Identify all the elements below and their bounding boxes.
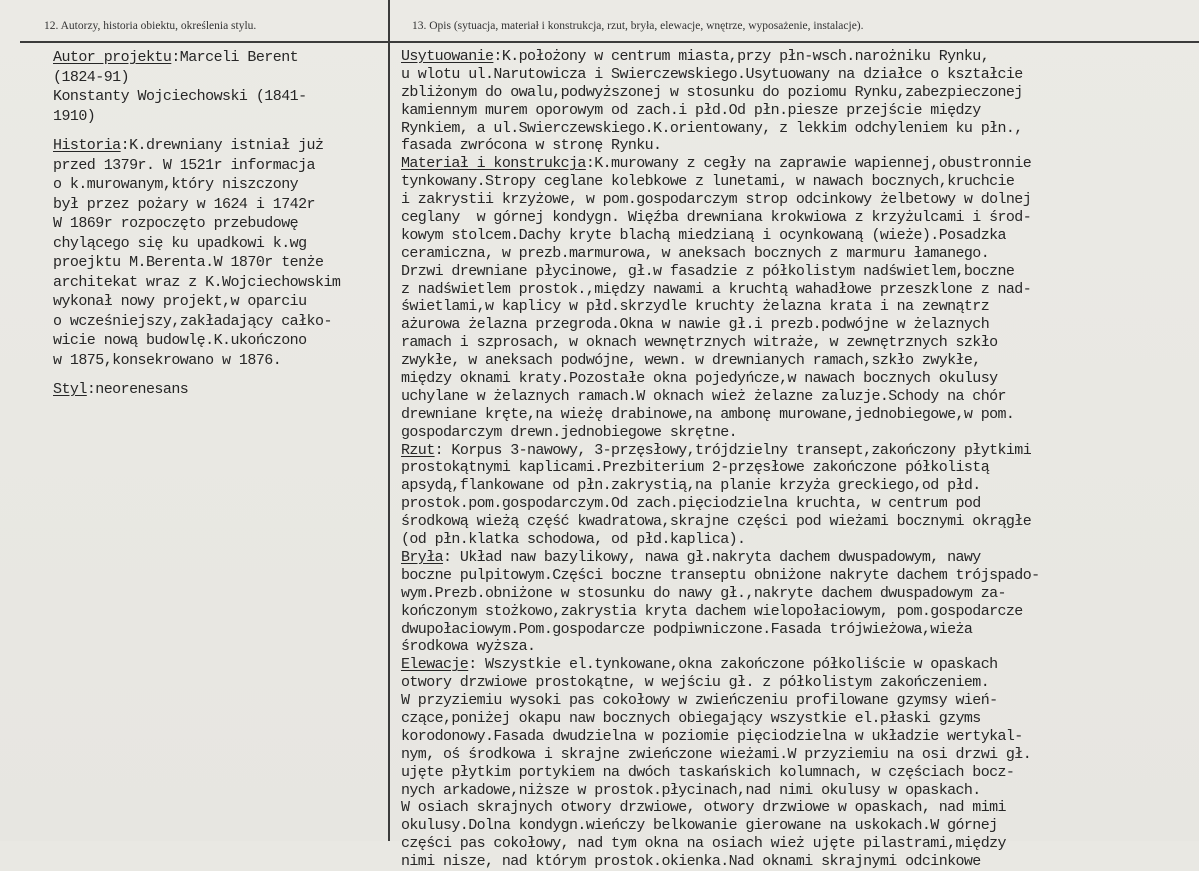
history-text-line: o k.murowanym,który niszczony (53, 176, 299, 193)
history-text-line: przed 1379r. W 1521r informacja (53, 156, 315, 174)
section-text-line: ramach i szprosach, w oknach wewnętrznych witraże, w zewnętrznych szkło (401, 334, 998, 352)
history-text-line: architekat wraz z K.Wojciechowskim (53, 273, 341, 291)
section-text-line: dwupołaciowym.Pom.gospodarcze podpiwniczone.Fasada trójwieżowa,wieża (401, 620, 973, 638)
section-text-line: nimi nisze, nad którym prostok.okienka.Nad oknami skrajnymi odcinkowe (401, 853, 981, 871)
author-label: Autor projektu (53, 49, 172, 66)
section-heading-line (401, 656, 1196, 674)
author-second: Konstanty Wojciechowski (1841- (53, 88, 307, 105)
history-label: Historia (53, 137, 121, 154)
section-text-line: gospodarczym drewn.jednobiegowe skrętne. (401, 423, 738, 441)
section-text-line: wym.Prezb.obniżone w stosunku do nawy gł.,nakryte dachem dwuspadowym za- (401, 584, 1006, 602)
section-text-line: świetlami,w kaplicy w płd.skrzydle kruchty żelazna krata i na zewnątrz (401, 298, 990, 316)
section-text-line: nych arkadowe,niższe w prostok.płycinach,nad nimi okulusy w opaskach. (401, 781, 981, 799)
history-text-line: W 1869r rozpoczęto przebudowę (53, 215, 299, 232)
spacer (53, 126, 388, 136)
section-text-line: ażurowa żelazna przegroda.Okna w nawie gł.i prezb.podwójne w żelaznych (401, 316, 990, 334)
author-second-dates: 1910) (53, 107, 96, 125)
section-text-line: u wlotu ul.Narutowicza i Swierczewskiego.Usytuowany na działce o kształcie (401, 65, 1023, 83)
section-heading-line (401, 155, 1196, 173)
history-text-line: wykonał nowy projekt,w oparciu (53, 293, 307, 310)
section-text-line: korodonowy.Fasada dwudzielna w poziomie pięciodzielna w układzie wertykal- (401, 727, 1023, 745)
history-line (53, 136, 388, 156)
spacer (53, 370, 388, 380)
section-text-line: nym, oś środkowa i skrajne zwieńczone wieżami.W przyziemiu na osi drzwi gł. (401, 745, 1032, 763)
author-value: :Marceli Berent (171, 49, 299, 66)
history-text-line: proejktu M.Berenta.W 1870r tenże (53, 254, 324, 271)
section-text-line: drewniane kręte,na wieżę drabinowe,na ambonę murowane,jednobiegowe,w pom. (401, 405, 1015, 423)
style-label: Styl (53, 381, 87, 398)
section-text-line: otwory drzwiowe prostokątne, w wejściu gł. z półkolistym zakończeniem. (401, 674, 990, 692)
history-text-line: o wcześniejszy,zakładający całko- (53, 312, 332, 330)
section-text-line: kamiennym murem oporowym od zach.i płd.Od płn.piesze przejście między (401, 101, 981, 119)
section-text-line: W osiach skrajnych otwory drzwiowe, otwory drzwiowe w opaskach, nad mimi (401, 799, 1006, 817)
section-heading-line (401, 549, 1196, 567)
section-text-line: okulusy.Dolna kondygn.wieńczy belkowanie gierowane na uskokach.W górnej (401, 817, 998, 835)
history-text (53, 156, 388, 371)
section-text: : Wszystkie el.tynkowane,okna zakończone półkoliście w opaskach (468, 656, 998, 674)
section-text-line: zwykłe, w aneksach podwójne, wewn. w drewnianych ramach,szkło zwykłe, (401, 352, 981, 370)
section-text-line: tynkowany.Stropy ceglane kolebkowe z lunetami, w nawach bocznych,kruchcie (401, 173, 1015, 191)
section-text-line: ceglany w górnej kondygn. Więźba drewniana krokwiowa z krzyżulcami i środ- (401, 209, 1032, 227)
section-text-line: między oknami kraty.Pozostałe okna pojedyńcze,w nawach bocznych okulusy (401, 370, 998, 388)
left-column (53, 48, 388, 400)
style-value: :neorenesans (86, 381, 189, 398)
section-label: Elewacje (401, 656, 469, 674)
section-text-line: W przyziemiu wysoki pas cokołowy w zwieńczeniu profilowane gzymsy wień- (401, 692, 998, 710)
history-text-line: wicie nową budowlę.K.ukończono (53, 332, 307, 349)
right-column-heading: 13. Opis (sytuacja, materiał i konstrukcja, rzut, bryła, elewacje, wnętrze, wyposażenie, instalacje). (412, 20, 864, 32)
section-text-line: części pas cokołowy, nad tym okna na osiach wież ujęte pilastrami,między (401, 835, 1006, 853)
section-text-line: uchylane w żelaznych ramach.W oknach wież żelazne zaluzje.Schody na chór (401, 387, 1006, 405)
section-text-line: ceramiczna, w prezb.marmurowa, w aneksach bocznych z marmuru łamanego. (401, 244, 990, 262)
style-line (53, 380, 388, 400)
section-label: Usytuowanie (401, 48, 494, 65)
section-text-line: fasada zwrócona w stronę Rynku. (401, 137, 662, 155)
section-text-line: prostokątnymi kaplicami.Prezbiterium 2-przęsłowe zakończone półkolistą (401, 459, 990, 477)
section-text-line: Rynkiem, a ul.Swierczewskiego.K.orientowany, z lekkim odchyleniem ku płn., (401, 119, 1023, 137)
section-text-line: czące,poniżej okapu naw bocznych obiegający wszystkie el.płaski gzyms (401, 709, 981, 727)
section-text-line: (od płn.klatka schodowa, od płd.kaplica). (401, 531, 746, 549)
history-text-line: w 1875,konsekrowano w 1876. (53, 351, 282, 369)
section-text: : Układ naw bazylikowy, nawa gł.nakryta dachem dwuspadowym, nawy (443, 548, 981, 566)
section-label: Materiał i konstrukcja (401, 155, 586, 173)
section-text-line: i zakrystii krzyżowe, w pom.gospodarczym strop odcinkowy żelbetowy w dolnej (401, 191, 1032, 209)
column-divider (388, 0, 390, 841)
section-text: :K.położony w centrum miasta,przy płn-wsch.narożniku Rynku, (493, 48, 990, 65)
left-column-heading: 12. Autorzy, historia obiektu, określenia stylu. (44, 20, 257, 32)
history-text-line: był przez pożary w 1624 i 1742r (53, 195, 315, 213)
section-text-line: boczne pulpitowym.Części boczne transeptu obniżone nakryte dachem trójspado- (401, 566, 1040, 584)
section-label: Bryła (401, 548, 444, 566)
author-line (53, 48, 388, 68)
section-text-line: apsydą,flankowane od płn.zakrystią,na planie krzyża greckiego,od płd. (401, 477, 981, 495)
section-text-line: środkowa wyższa. (401, 638, 536, 656)
header-divider (20, 41, 1199, 43)
section-text-line: Drzwi drewniane płycinowe, gł.w fasadzie z półkolistym nadświetlem,boczne (401, 262, 1015, 280)
section-label: Rzut (401, 441, 435, 459)
section-text-line: zbliżonym do owalu,podwyższonej w stosunku do poziomu Rynku,zabezpieczonej (401, 83, 1023, 101)
section-text-line: ujęte płytkim portykiem na dwóch taskańskich kolumnach, w częściach bocz- (401, 763, 1015, 781)
right-column (401, 48, 1196, 871)
section-text-line: kowym stolcem.Dachy kryte blachą miedzianą i ocynkowaną (wieże).Posadzka (401, 226, 1006, 244)
section-heading-line (401, 442, 1196, 460)
section-text: :K.murowany z cegły na zaprawie wapiennej,obustronnie (585, 155, 1032, 173)
author-dates: (1824-91) (53, 68, 130, 86)
section-text-line: z nadświetlem prostok.,między nawami a kruchtą wahadłowe przeszklone z nad- (401, 280, 1032, 298)
section-text-line: prostok.pom.gospodarczym.Od zach.pięciodzielna kruchta, w centrum pod (401, 495, 981, 513)
history-first: :K.drewniany istniał już (120, 137, 324, 154)
section-text-line: środkową wieżą część kwadratowa,skrajne części pod wieżami bocznymi okrągłe (401, 513, 1032, 531)
history-text-line: chylącego się ku upadkowi k.wg (53, 234, 307, 252)
section-heading-line (401, 48, 1196, 66)
section-text-line: kończonym stożkowo,zakrystia kryta dachem wielopołaciowym, pom.gospodarcze (401, 602, 1023, 620)
section-text: : Korpus 3-nawowy, 3-przęsłowy,trójdzielny transept,zakończony płytkimi (434, 441, 1032, 459)
